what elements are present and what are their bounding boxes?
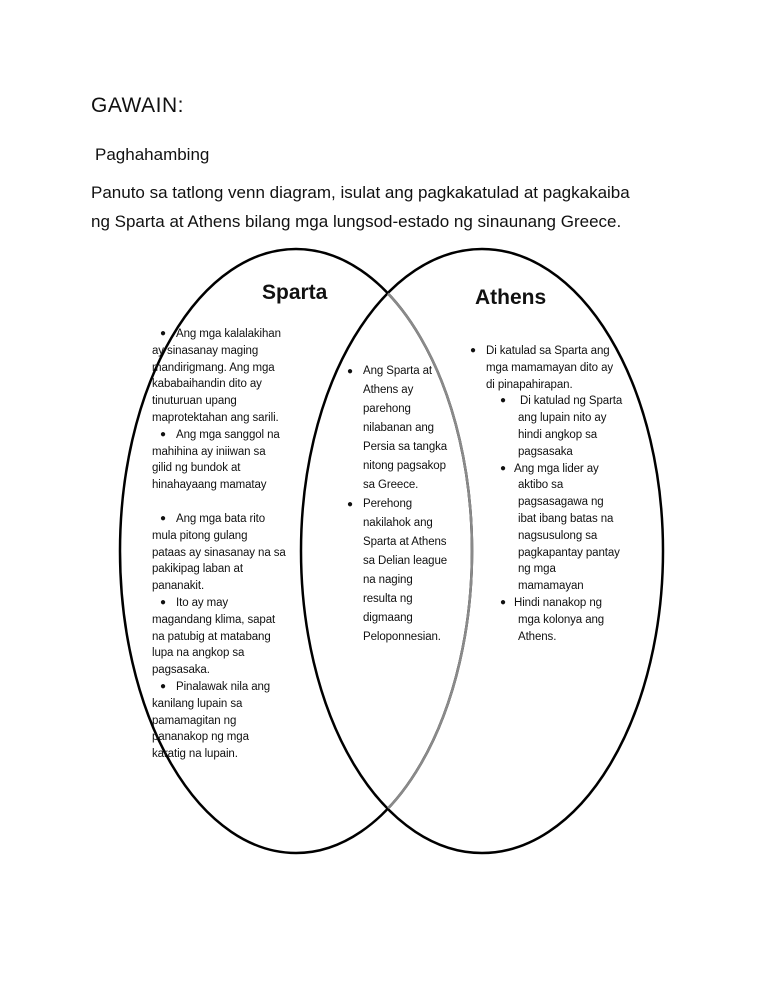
sparta-list xyxy=(152,326,312,763)
common-list xyxy=(347,362,462,647)
page-subtitle: Paghahambing xyxy=(95,145,210,164)
item-line: Di katulad sa Sparta ang xyxy=(486,345,610,357)
item-line: nitong pagsakop xyxy=(363,460,446,472)
item-line: hinahayaang mamatay xyxy=(152,479,267,492)
item-line: pakikipag laban at xyxy=(152,563,243,576)
item-line: Ang mga bata rito xyxy=(176,512,266,525)
item-line: Ang Sparta at xyxy=(363,365,433,377)
bullet-icon: ● xyxy=(500,462,506,474)
athens-item xyxy=(470,343,640,393)
sparta-item xyxy=(152,326,312,427)
item-line: kababaihandin dito ay xyxy=(152,378,262,391)
bullet-icon: ● xyxy=(160,328,166,339)
item-line: kanilang lupain sa xyxy=(152,697,243,710)
bullet-icon: ● xyxy=(500,596,506,608)
item-line: ang lupain nito ay xyxy=(518,412,607,425)
item-line: Ang mga kalalakihan xyxy=(176,328,281,340)
bullet-icon: ● xyxy=(160,680,166,692)
athens-label: Athens xyxy=(475,286,547,309)
item-line: mga kolonya ang xyxy=(518,613,605,626)
instructions-line: Panuto sa tatlong venn diagram, isulat ang pagkakatulad at pagkakaiba xyxy=(91,183,630,202)
item-line: sa Greece. xyxy=(363,479,419,491)
item-line: resulta ng xyxy=(363,593,413,605)
athens-item xyxy=(470,595,640,645)
bullet-icon: ● xyxy=(347,499,353,510)
athens-list xyxy=(470,343,640,645)
item-line: nakilahok ang xyxy=(363,517,433,529)
item-line: aktibo sa xyxy=(518,479,564,492)
item-line: mahihina ay iniiwan sa xyxy=(152,445,266,458)
item-line: pamamagitan ng xyxy=(152,714,237,727)
item-line: maprotektahan ang sarili. xyxy=(152,411,279,424)
item-line: Pinalawak nila ang xyxy=(176,680,271,693)
item-line: ng mga xyxy=(518,563,556,576)
item-line: Di katulad ng Sparta xyxy=(520,395,623,408)
item-line: magandang klima, sapat xyxy=(152,613,276,626)
item-line: lupa na angkop sa xyxy=(152,647,245,660)
sparta-item xyxy=(152,679,312,763)
instructions-line: ng Sparta at Athens bilang mga lungsod-estado ng sinaunang Greece. xyxy=(91,212,622,231)
item-line: Ang mga lider ay xyxy=(514,462,599,475)
item-line: Persia sa tangka xyxy=(363,441,448,453)
item-line: di pinapahirapan. xyxy=(486,378,573,391)
item-line: hindi angkop sa xyxy=(518,428,598,441)
item-line: Athens. xyxy=(518,630,557,643)
item-line: sa Delian league xyxy=(363,555,448,567)
athens-item xyxy=(470,393,640,460)
item-line: gilid ng bundok at xyxy=(152,462,241,475)
item-line: ibat ibang batas na xyxy=(518,512,614,525)
item-line: pagsasagawa ng xyxy=(518,496,604,509)
item-line: Ang mga sanggol na xyxy=(176,428,280,441)
item-line: Perehong xyxy=(363,498,413,510)
item-line: nilabanan ang xyxy=(363,422,434,434)
bullet-icon: ● xyxy=(160,428,166,440)
item-line: na patubig at matabang xyxy=(152,630,271,643)
sparta-item xyxy=(152,427,312,494)
bullet-icon: ● xyxy=(160,512,166,524)
common-item xyxy=(347,362,462,495)
item-line: pagkapantay pantay xyxy=(518,546,620,559)
item-line: pagsasaka xyxy=(518,445,573,458)
item-line: mandirigmang. Ang mga xyxy=(152,361,275,374)
item-line: ay sinasanay maging xyxy=(152,344,259,357)
item-line: na naging xyxy=(363,574,413,586)
item-line: Sparta at Athens xyxy=(363,536,447,548)
bullet-icon: ● xyxy=(470,345,476,356)
athens-item xyxy=(470,461,640,595)
sparta-item xyxy=(152,511,312,595)
item-line: mga mamamayan dito ay xyxy=(486,361,614,374)
item-line: karatig na lupain. xyxy=(152,748,238,761)
page-title: GAWAIN: xyxy=(91,94,184,117)
item-line: pananakit. xyxy=(152,580,205,593)
bullet-icon: ● xyxy=(347,366,353,377)
item-line: Athens ay xyxy=(363,384,414,396)
bullet-icon: ● xyxy=(160,596,166,608)
item-line: tinuturuan upang xyxy=(152,395,237,408)
sparta-item xyxy=(152,595,312,679)
item-line: nagsusulong sa xyxy=(518,529,598,542)
item-line: pagsasaka. xyxy=(152,664,210,677)
item-line: pananakop ng mga xyxy=(152,731,249,744)
item-line: parehong xyxy=(363,403,411,415)
sparta-label: Sparta xyxy=(262,281,328,304)
bullet-icon: ● xyxy=(500,395,506,407)
item-line: Peloponnesian. xyxy=(363,631,441,643)
item-line: mamamayan xyxy=(518,580,584,593)
item-line: pataas ay sinasanay na sa xyxy=(152,546,286,559)
common-item xyxy=(347,495,462,647)
item-line: mula pitong gulang xyxy=(152,529,248,542)
item-line: Ito ay may xyxy=(176,596,229,609)
item-line: Hindi nanakop ng xyxy=(514,596,602,609)
item-line: digmaang xyxy=(363,612,413,624)
